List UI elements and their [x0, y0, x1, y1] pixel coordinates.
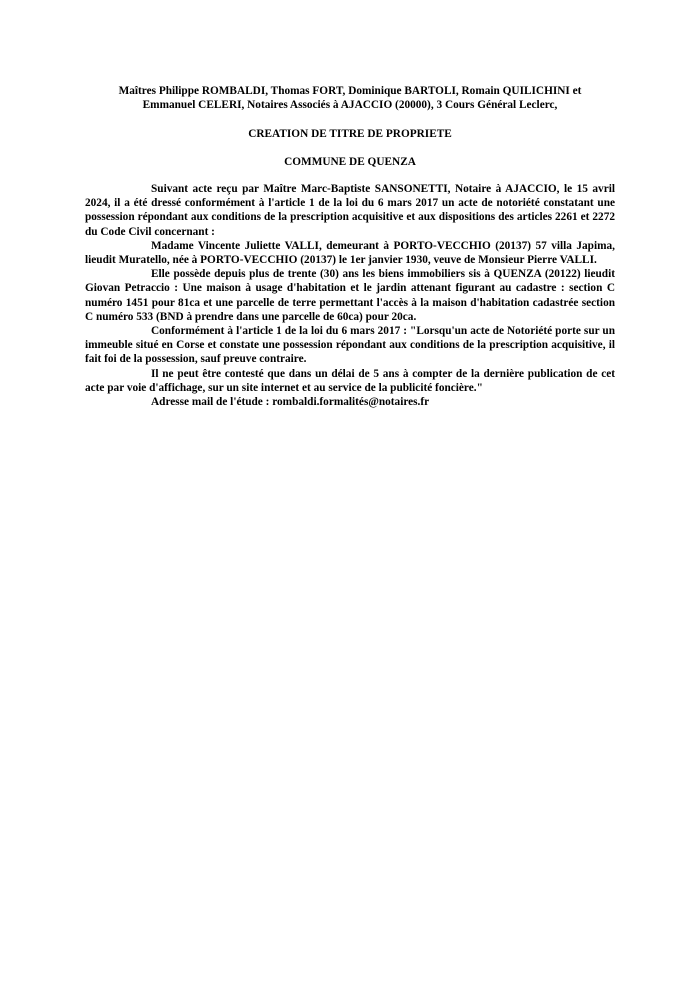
notary-header-line-2: Emmanuel CELERI, Notaires Associés à AJACCIO (20000), 3 Cours Général Leclerc, [142, 99, 558, 112]
paragraph-property: Elle possède depuis plus de trente (30) ans les biens immobiliers sis à QUENZA (20122) lieudit Giovan Petraccio : Une maison à usage d'habitation et le jardin attenant figurant au cadastre : section C numéro 1451 pour 81ca et une parcelle de terre permettant l'accès à la maison d'habitation cadastrée section C numéro 533 (BND à prendre dans une parcelle de 60ca) pour 20ca. [85, 268, 615, 323]
paragraph-email: Adresse mail de l'étude : rombaldi.formalités@notaires.fr [151, 396, 430, 409]
document-body [85, 182, 615, 409]
paragraph-deed: Suivant acte reçu par Maître Marc-Baptiste SANSONETTI, Notaire à AJACCIO, le 15 avril 2024, il a été dressé conformément à l'article 1 de la loi du 6 mars 2017 un acte de notoriété constatant une possession répondant aux conditions de la prescription acquisitive et aux dispositions des articles 2261 et 2272 du Code Civil concernant : [85, 183, 615, 238]
paragraph-contest-delay: Il ne peut être contesté que dans un délai de 5 ans à compter de la dernière publication de cet acte par voie d'affichage, sur un site internet et au service de la publicité foncière." [85, 367, 615, 394]
document-title: CREATION DE TITRE DE PROPRIETE [248, 128, 452, 140]
notary-header-line-1: Maîtres Philippe ROMBALDI, Thomas FORT, Dominique BARTOLI, Romain QUILICHINI et [118, 85, 582, 97]
notary-header [85, 84, 615, 112]
paragraph-law-citation: Conformément à l'article 1 de la loi du 6 mars 2017 : "Lorsqu'un acte de Notoriété porte sur un immeuble situé en Corse et constate une possession répondant aux conditions de la prescription acquisitive, il fait foi de la possession, sauf preuve contraire. [85, 325, 615, 366]
paragraph-owner: Madame Vincente Juliette VALLI, demeurant à PORTO-VECCHIO (20137) 57 villa Japima, lieudit Muratello, née à PORTO-VECCHIO (20137) le 1er janvier 1930, veuve de Monsieur Pierre VALLI. [85, 239, 615, 267]
document-subtitle: COMMUNE DE QUENZA [284, 156, 416, 168]
